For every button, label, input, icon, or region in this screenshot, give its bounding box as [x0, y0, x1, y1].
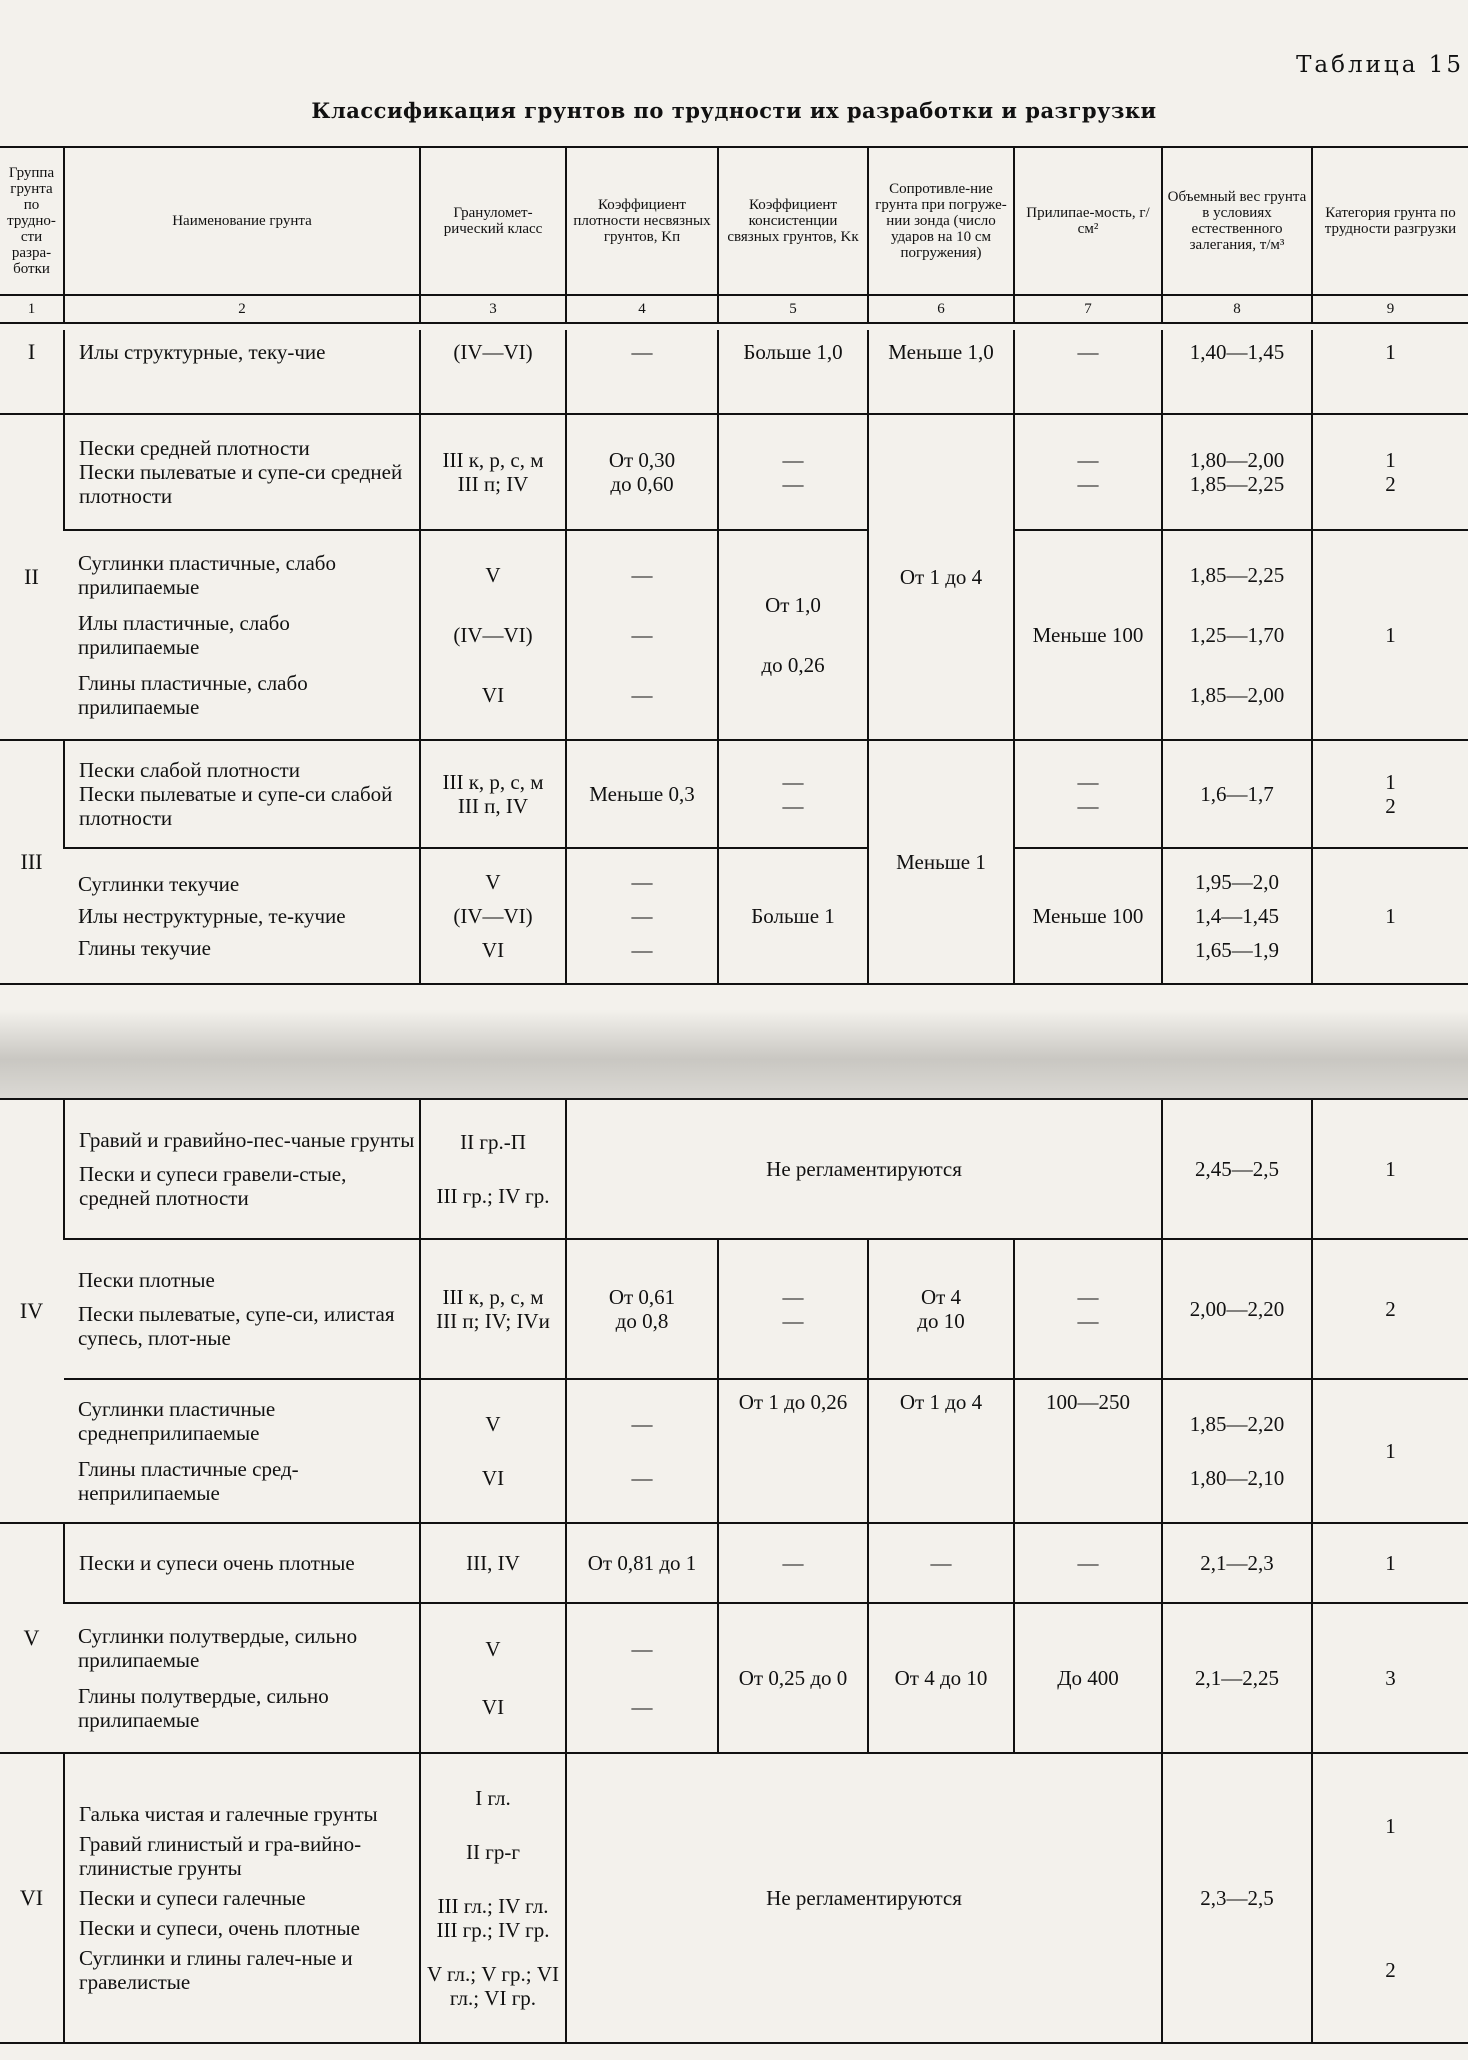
consistency-coef: — — [782, 770, 804, 794]
granulometric-class: III п; IV — [457, 472, 529, 496]
granulometric-class: III гр.; IV гр. — [436, 1918, 550, 1942]
granulometric-class: V — [485, 563, 501, 587]
volume-weight: 2,45—2,5 — [1162, 1099, 1312, 1239]
table-row — [0, 530, 1468, 740]
probe-resistance: до 10 — [917, 1309, 965, 1333]
volume-weight: 1,80—2,10 — [1189, 1466, 1285, 1490]
group-label: V — [0, 1523, 64, 1753]
density-coef: — — [631, 938, 653, 962]
probe-resistance: От 1 до 4 — [868, 1379, 1014, 1523]
granulometric-class: VI — [481, 938, 505, 962]
consistency-coef: — — [782, 448, 804, 472]
density-coef: От 0,81 до 1 — [566, 1523, 718, 1603]
unload-category: 1 — [1312, 1523, 1468, 1603]
consistency-coef: От 1,0 — [765, 593, 821, 617]
header-granulometric: Грануломет-рический класс — [420, 147, 566, 295]
not-regulated: Не регламентируются — [566, 1099, 1162, 1239]
volume-weight: 2,3—2,5 — [1162, 1753, 1312, 2043]
volume-weight: 1,6—1,7 — [1162, 740, 1312, 848]
volume-weight: 2,00—2,20 — [1162, 1239, 1312, 1379]
soil-name: Пески и супеси гравели-стые, средней плотности — [79, 1162, 347, 1210]
granulometric-class: V — [485, 870, 501, 894]
adhesion: — — [1077, 770, 1099, 794]
unload-category: 2 — [1385, 472, 1396, 496]
soil-name: Пески пылеватые, супе-си, илистая супесь, плот-ные — [78, 1302, 395, 1350]
not-regulated: Не регламентируются — [566, 1753, 1162, 2043]
lower-table-body — [0, 1098, 1468, 2044]
unload-category: 1 — [1312, 530, 1468, 740]
soil-name: Глины пластичные сред-неприлипаемые — [78, 1457, 299, 1505]
col-number: 3 — [420, 295, 566, 323]
consistency-coef: — — [782, 472, 804, 496]
adhesion: 100—250 — [1014, 1379, 1162, 1523]
soil-name: Пески пылеватые и супе-си средней плотности — [79, 460, 403, 508]
table-row — [0, 1099, 1468, 1239]
adhesion: — — [1077, 1309, 1099, 1333]
granulometric-class: I гл. — [475, 1786, 511, 1810]
granulometric-class: III, IV — [420, 1523, 566, 1603]
soil-name: Глины текучие — [78, 936, 211, 960]
col-number: 1 — [0, 295, 64, 323]
granulometric-class: II гр-г — [466, 1840, 520, 1864]
group-label: VI — [0, 1753, 64, 2043]
col-number: 4 — [566, 295, 718, 323]
table-row — [0, 848, 1468, 984]
granulometric-class: III п; IV; IVи — [436, 1309, 550, 1333]
soil-name: Гравий глинистый и гра-вийно-глинистые грунты — [79, 1832, 362, 1880]
consistency-coef: — — [782, 1285, 804, 1309]
header-group: Группа грунта по трудно-сти разра-ботки — [0, 147, 64, 295]
upper-table-body — [0, 330, 1468, 985]
granulometric-class: III к, р, с, м — [442, 770, 544, 794]
header-volume-weight: Объемный вес грунта в условиях естественного залегания, т/м³ — [1162, 147, 1312, 295]
density-coef: — — [631, 683, 653, 707]
probe-resistance: Меньше 1,0 — [868, 330, 1014, 414]
adhesion: — — [1014, 330, 1162, 414]
group-label: II — [0, 414, 64, 740]
table-row — [0, 414, 1468, 530]
adhesion: До 400 — [1014, 1603, 1162, 1753]
density-coef: — — [631, 1412, 653, 1436]
density-coef: От 0,61 — [608, 1285, 676, 1309]
header-adhesion: Прилипае-мость, г/см² — [1014, 147, 1162, 295]
soil-name: Суглинки и глины галеч-ные и гравелистые — [79, 1946, 353, 1994]
page-fold-shadow — [0, 1010, 1468, 1100]
unload-category: 1 — [1312, 848, 1468, 984]
soil-name: Илы структурные, теку-чие — [64, 330, 420, 414]
col-number: 6 — [868, 295, 1014, 323]
probe-resistance: От 4 до 10 — [868, 1603, 1014, 1753]
col-number: 2 — [64, 295, 420, 323]
volume-weight: 1,25—1,70 — [1189, 623, 1285, 647]
soil-name: Пески и супеси, очень плотные — [79, 1916, 360, 1940]
density-coef: — — [631, 1466, 653, 1490]
volume-weight: 2,1—2,3 — [1162, 1523, 1312, 1603]
group-label: III — [0, 740, 64, 984]
density-coef: — — [631, 623, 653, 647]
table-row — [0, 1603, 1468, 1753]
probe-resistance: — — [868, 1523, 1014, 1603]
consistency-coef: — — [782, 1309, 804, 1333]
granulometric-class: III гр.; IV гр. — [436, 1184, 550, 1208]
group-label: IV — [0, 1099, 64, 1523]
adhesion: — — [1077, 1285, 1099, 1309]
table-row — [0, 740, 1468, 848]
soil-name: Глины пластичные, слабо прилипаемые — [78, 671, 308, 719]
group-label: I — [0, 330, 64, 414]
density-coef: — — [566, 330, 718, 414]
table-number: Таблица 15 — [1296, 52, 1464, 78]
granulometric-class: V — [485, 1412, 501, 1436]
column-number-row — [0, 295, 1468, 323]
granulometric-class: V — [485, 1637, 501, 1661]
unload-category: 3 — [1312, 1603, 1468, 1753]
density-coef: — — [631, 1637, 653, 1661]
header-consistency-coef: Коэффициент консистенции связных грунтов, Kк — [718, 147, 868, 295]
table-title: Классификация грунтов по трудности их разработки и разгрузки — [311, 98, 1157, 123]
table-row — [0, 1379, 1468, 1523]
header-soil-name: Наименование грунта — [64, 147, 420, 295]
granulometric-class: III п, IV — [457, 794, 529, 818]
soil-name: Суглинки полутвердые, сильно прилипаемые — [78, 1624, 358, 1672]
unload-category: 2 — [1385, 1958, 1396, 1982]
soil-name: Галька чистая и галечные грунты — [79, 1802, 378, 1826]
unload-category: 2 — [1385, 794, 1396, 818]
adhesion: — — [1014, 1523, 1162, 1603]
density-coef: От 0,30 — [608, 448, 676, 472]
consistency-coef: Больше 1 — [718, 848, 868, 984]
volume-weight: 1,4—1,45 — [1195, 904, 1279, 928]
adhesion: — — [1077, 448, 1099, 472]
consistency-coef: От 0,25 до 0 — [718, 1603, 868, 1753]
granulometric-class: VI — [481, 1466, 505, 1490]
granulometric-class: V гл.; V гр.; VI гл.; VI гр. — [426, 1962, 560, 2010]
granulometric-class: III гл.; IV гл. — [437, 1894, 549, 1918]
granulometric-class: III к, р, с, м — [442, 448, 544, 472]
soil-name: Суглинки пластичные среднеприлипаемые — [78, 1397, 276, 1445]
header-row — [0, 147, 1468, 295]
volume-weight: 1,85—2,25 — [1189, 472, 1285, 496]
probe-resistance: От 4 — [920, 1285, 962, 1309]
density-coef: — — [631, 563, 653, 587]
adhesion: Меньше 100 — [1014, 848, 1162, 984]
probe-resistance: От 1 до 4 — [868, 414, 1014, 740]
table-row — [0, 1523, 1468, 1603]
consistency-coef: — — [782, 794, 804, 818]
col-number: 9 — [1312, 295, 1468, 323]
volume-weight: 1,80—2,00 — [1189, 448, 1285, 472]
soil-name: Пески и супеси очень плотные — [64, 1523, 420, 1603]
density-coef: до 0,60 — [610, 472, 674, 496]
unload-category: 1 — [1312, 1379, 1468, 1523]
soil-name: Пески и супеси галечные — [79, 1886, 306, 1910]
unload-category: 1 — [1385, 448, 1396, 472]
granulometric-class: II гр.-П — [460, 1130, 526, 1154]
granulometric-class: (IV—VI) — [420, 330, 566, 414]
consistency-coef: — — [718, 1523, 868, 1603]
soil-name: Илы пластичные, слабо прилипаемые — [78, 611, 290, 659]
col-number: 7 — [1014, 295, 1162, 323]
density-coef: Меньше 0,3 — [566, 740, 718, 848]
adhesion: Меньше 100 — [1014, 530, 1162, 740]
consistency-coef: до 0,26 — [761, 653, 825, 677]
upper-table — [0, 146, 1468, 324]
soil-name: Пески плотные — [78, 1268, 215, 1292]
volume-weight: 1,85—2,00 — [1189, 683, 1285, 707]
unload-category: 1 — [1312, 1099, 1468, 1239]
header-density-coef: Коэффициент плотности несвязных грунтов, Kп — [566, 147, 718, 295]
soil-name: Суглинки пластичные, слабо прилипаемые — [78, 551, 336, 599]
adhesion: — — [1077, 472, 1099, 496]
granulometric-class: VI — [481, 683, 505, 707]
consistency-coef: Больше 1,0 — [718, 330, 868, 414]
granulometric-class: (IV—VI) — [453, 904, 533, 928]
table-row — [0, 1239, 1468, 1379]
volume-weight: 1,85—2,20 — [1189, 1412, 1285, 1436]
volume-weight: 1,65—1,9 — [1195, 938, 1279, 962]
volume-weight: 1,85—2,25 — [1189, 563, 1285, 587]
granulometric-class: III к, р, с, м — [442, 1285, 544, 1309]
probe-resistance: Меньше 1 — [868, 740, 1014, 984]
table-row — [0, 1753, 1468, 2043]
header-probe-resistance: Сопротивле-ние грунта при погруже-нии зонда (число ударов на 10 см погружения) — [868, 147, 1014, 295]
col-number: 8 — [1162, 295, 1312, 323]
density-coef: до 0,8 — [615, 1309, 669, 1333]
soil-name: Суглинки текучие — [78, 872, 240, 896]
header-unload-category: Категория грунта по трудности разгрузки — [1312, 147, 1468, 295]
soil-name: Глины полутвердые, сильно прилипаемые — [78, 1684, 329, 1732]
consistency-coef: От 1 до 0,26 — [718, 1379, 868, 1523]
soil-name: Пески слабой плотности — [79, 758, 300, 782]
unload-category: 1 — [1385, 770, 1396, 794]
volume-weight: 1,40—1,45 — [1162, 330, 1312, 414]
unload-category: 1 — [1385, 1814, 1396, 1838]
soil-name: Пески средней плотности — [79, 436, 310, 460]
soil-name: Пески пылеватые и супе-си слабой плотности — [79, 782, 393, 830]
granulometric-class: VI — [481, 1695, 505, 1719]
density-coef: — — [631, 870, 653, 894]
volume-weight: 2,1—2,25 — [1162, 1603, 1312, 1753]
unload-category: 1 — [1312, 330, 1468, 414]
granulometric-class: (IV—VI) — [453, 623, 533, 647]
soil-name: Гравий и гравийно-пес-чаные грунты — [79, 1128, 415, 1152]
table-row — [0, 330, 1468, 414]
unload-category: 2 — [1312, 1239, 1468, 1379]
density-coef: — — [631, 904, 653, 928]
soil-name: Илы неструктурные, те-кучие — [78, 904, 346, 928]
density-coef: — — [631, 1695, 653, 1719]
col-number: 5 — [718, 295, 868, 323]
adhesion: — — [1077, 794, 1099, 818]
volume-weight: 1,95—2,0 — [1195, 870, 1279, 894]
